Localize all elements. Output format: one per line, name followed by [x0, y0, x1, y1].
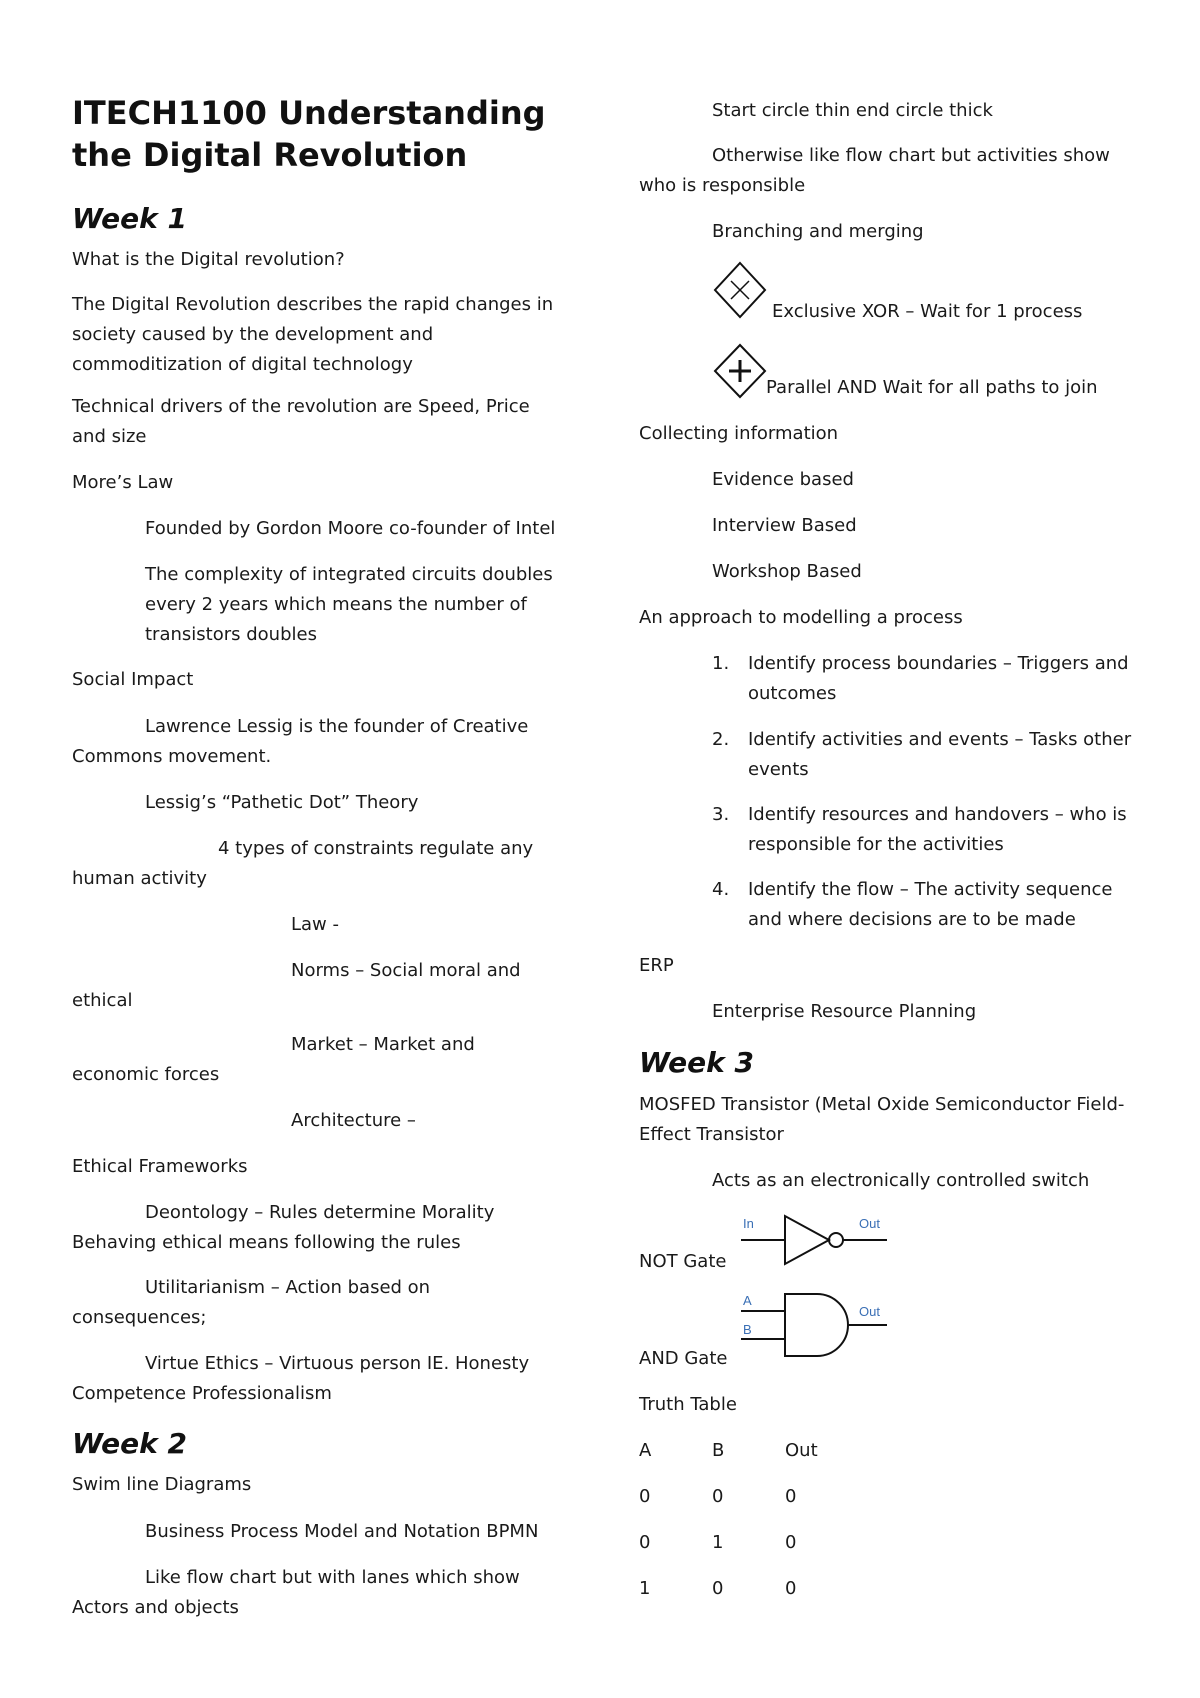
table-cell: 0 [639, 1486, 651, 1507]
and-gate-out-label: Out [859, 1304, 880, 1319]
constraint-norms: Norms – Social moral and ethical [72, 960, 521, 1011]
moores-founded: Founded by Gordon Moore co-founder of Intel [145, 518, 556, 539]
otherwise-text: Otherwise like flow chart but activities show who is responsible [639, 145, 1110, 196]
table-cell: 1 [712, 1532, 724, 1553]
moores-complexity: The complexity of integrated circuits doubles every 2 years which means the number of transistors doubles [145, 564, 553, 645]
and-gate-a-label: A [743, 1293, 752, 1308]
week1-drivers: Technical drivers of the revolution are Speed, Price and size [72, 396, 530, 447]
list-text: Identify activities and events – Tasks other events [748, 729, 1132, 780]
mosfet-text: MOSFED Transistor (Metal Oxide Semiconductor Field-Effect Transistor [639, 1094, 1125, 1145]
list-number: 4. [712, 879, 730, 900]
list-text: Identify the flow – The activity sequence and where decisions are to be made [748, 879, 1113, 930]
table-cell: 0 [785, 1532, 797, 1553]
branching-text: Branching and merging [712, 221, 924, 242]
lessig-text: Lawrence Lessig is the founder of Creative Commons movement. [72, 716, 529, 767]
xor-gateway-icon [712, 260, 768, 320]
list-number: 1. [712, 653, 730, 674]
and-gate-icon [739, 1290, 889, 1362]
approach-label: An approach to modelling a process [639, 607, 963, 628]
not-gate-in-label: In [743, 1216, 754, 1231]
social-impact-label: Social Impact [72, 669, 194, 690]
collecting-info-label: Collecting information [639, 423, 839, 444]
constraint-market: Market – Market and economic forces [72, 1034, 475, 1085]
moores-law-label: More’s Law [72, 472, 174, 493]
ethical-frameworks-label: Ethical Frameworks [72, 1156, 248, 1177]
truth-table-label: Truth Table [639, 1394, 737, 1415]
workshop-based: Workshop Based [712, 561, 862, 582]
table-cell: 0 [712, 1486, 724, 1507]
table-header-out: Out [785, 1440, 818, 1461]
erp-full: Enterprise Resource Planning [712, 1001, 977, 1022]
list-item [712, 649, 1142, 709]
week3-heading: Week 3 [639, 1046, 754, 1079]
xor-text: Exclusive XOR – Wait for 1 process [772, 301, 1083, 322]
table-cell: 0 [639, 1532, 651, 1553]
document-title: ITECH1100 Understanding the Digital Revolution [72, 94, 546, 174]
bpmn-text: Business Process Model and Notation BPMN [145, 1521, 539, 1542]
list-item [712, 875, 1142, 935]
start-circle-text: Start circle thin end circle thick [712, 100, 993, 121]
ethics-utilitarianism: Utilitarianism – Action based on consequences; [72, 1277, 431, 1328]
erp-label: ERP [639, 955, 674, 976]
week1-heading: Week 1 [72, 202, 187, 235]
table-header-a: A [639, 1440, 652, 1461]
list-item [712, 800, 1142, 860]
constraint-law: Law - [291, 914, 339, 935]
table-cell: 0 [785, 1486, 797, 1507]
acts-as-switch: Acts as an electronically controlled switch [712, 1170, 1090, 1191]
not-gate-label: NOT Gate [639, 1251, 727, 1272]
ethics-deontology: Deontology – Rules determine Morality Behaving ethical means following the rules [72, 1202, 495, 1253]
and-text: Parallel AND Wait for all paths to join [766, 377, 1098, 398]
flow-chart-lanes-text: Like flow chart but with lanes which show Actors and objects [72, 1567, 520, 1618]
table-cell: 1 [639, 1578, 651, 1599]
table-cell: 0 [712, 1578, 724, 1599]
list-number: 2. [712, 729, 730, 750]
not-gate-icon [739, 1210, 889, 1280]
and-gate-b-label: B [743, 1322, 752, 1337]
interview-based: Interview Based [712, 515, 857, 536]
ethics-virtue: Virtue Ethics – Virtuous person IE. Honesty Competence Professionalism [72, 1353, 530, 1404]
list-number: 3. [712, 804, 730, 825]
constraints-text: 4 types of constraints regulate any human activity [72, 838, 534, 889]
week2-heading: Week 2 [72, 1427, 187, 1460]
table-cell: 0 [785, 1578, 797, 1599]
constraint-architecture: Architecture – [291, 1110, 416, 1131]
and-gate-label: AND Gate [639, 1348, 728, 1369]
and-gateway-icon [712, 342, 768, 400]
evidence-based: Evidence based [712, 469, 854, 490]
week1-question: What is the Digital revolution? [72, 249, 345, 270]
week1-definition: The Digital Revolution describes the rapid changes in society caused by the development and commoditization of digital technology [72, 294, 554, 375]
swim-line-label: Swim line Diagrams [72, 1474, 252, 1495]
list-text: Identify process boundaries – Triggers and outcomes [748, 653, 1129, 704]
list-text: Identify resources and handovers – who is responsible for the activities [748, 804, 1127, 855]
not-gate-out-label: Out [859, 1216, 880, 1231]
table-header-b: B [712, 1440, 725, 1461]
list-item [712, 725, 1142, 785]
pathetic-dot-theory: Lessig’s “Pathetic Dot” Theory [145, 792, 419, 813]
